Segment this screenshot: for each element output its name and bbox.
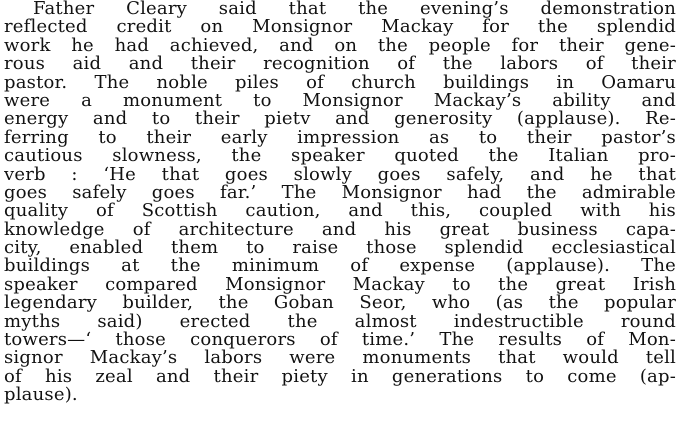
- text-line: Father Cleary said that the evening’s demonstration: [33, 0, 676, 19]
- text-line: quality of Scottish caution, and this, coupled with his: [4, 202, 676, 221]
- text-line: myths said) erected the almost indestructible round: [4, 312, 676, 332]
- text-line: goes safely goes far.’ The Monsignor had the admirable: [4, 183, 676, 203]
- text-line: pastor. The noble piles of church buildings in Oamaru: [4, 73, 676, 92]
- text-line: cautious slowness, the speaker quoted the Italian pro-: [4, 147, 676, 166]
- text-line: work he had achieved, and on the people for their gene-: [4, 36, 676, 56]
- text-line: ferring to their early impression as to their pastor’s: [4, 128, 676, 148]
- text-line: plause).: [4, 386, 78, 405]
- text-line: energy and to their pietv and generosity (applause). Re-: [4, 110, 676, 129]
- text-line: reflected credit on Monsignor Mackay for the splendid: [4, 18, 676, 37]
- text-line: of his zeal and their piety in generations to come (ap-: [4, 367, 676, 387]
- text-line: knowledge of architecture and his great business capa-: [4, 220, 676, 240]
- article-text: [4, 0, 676, 405]
- text-line: city, enabled them to raise those splendid ecclesiastical: [4, 239, 676, 258]
- text-line: legendary builder, the Goban Seor, who (as the popular: [4, 294, 676, 313]
- text-line: verb : ‘He that goes slowly goes safely, and he that: [4, 165, 676, 184]
- text-line: buildings at the minimum of expense (applause). The: [4, 257, 676, 276]
- text-line: rous aid and their recognition of the labors of their: [4, 55, 676, 74]
- text-line: signor Mackay’s labors were monuments that would tell: [4, 349, 676, 368]
- text-line: speaker compared Monsignor Mackay to the great Irish: [4, 275, 676, 295]
- text-line: towers—‘ those conquerors of time.’ The results of Mon-: [4, 331, 676, 350]
- text-line: were a monument to Monsignor Mackay’s ability and: [4, 91, 676, 111]
